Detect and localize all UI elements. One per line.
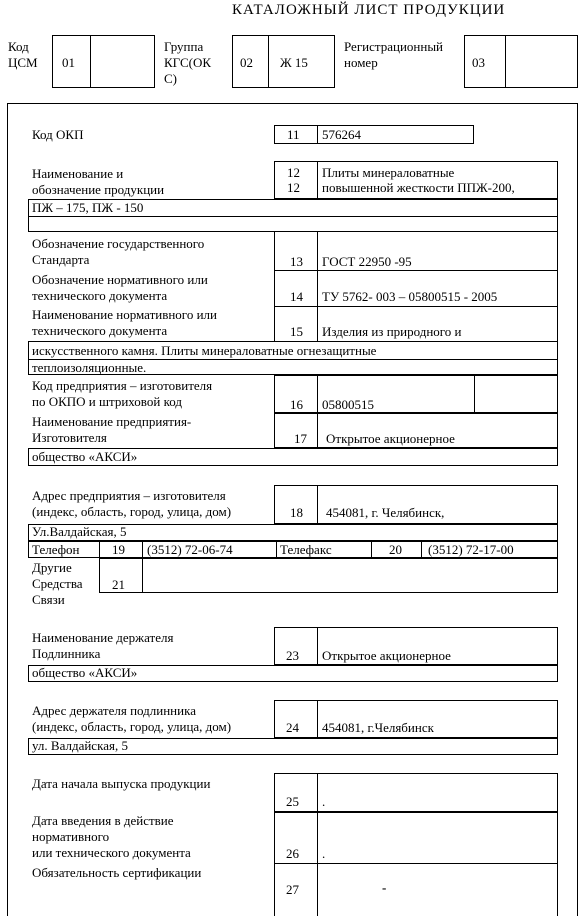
holder-value: Открытое акционерное [322,648,451,663]
group-value: Ж 15 [280,55,308,70]
maker-addr-value: 454081, г. Челябинск, [326,505,445,520]
gost-value: ГОСТ 22950 -95 [322,254,412,269]
product-cont: ПЖ – 175, ПЖ - 150 [32,200,144,215]
intro-label-line2: нормативного [32,829,110,844]
normdoc-value: ТУ 5762- 003 – 05800515 - 2005 [322,289,498,304]
okpo-code: 16 [290,397,303,412]
other-label-line3: Связи [32,592,65,607]
fax-label: Телефакс [280,542,332,557]
fax-value: (3512) 72-17-00 [428,542,514,557]
maker-addr-code: 18 [290,505,303,520]
holder-label-line1: Наименование держателя [32,630,174,645]
gost-label-line1: Обозначение государственного [32,236,205,251]
okp-label: Код ОКП [32,127,84,142]
holder-label-line2: Подлинника [32,646,101,661]
holder-addr-cont: ул. Валдайская, 5 [32,738,128,753]
phone-value: (3512) 72-06-74 [147,542,233,557]
reg-label-line2: номер [344,55,378,70]
product-label-line1: Наименование и [32,166,124,181]
product-value-line1: Плиты минераловатные [322,165,455,180]
maker-label-line2: Изготовителя [32,430,107,445]
okp-value: 576264 [322,127,361,142]
holder-code: 23 [286,648,299,663]
phone-label: Телефон [32,542,80,557]
okp-box [274,125,474,144]
start-label: Дата начала выпуска продукции [32,776,211,791]
start-value: . [322,794,326,809]
phone-code: 19 [112,542,125,557]
cert-label: Обязательность сертификации [32,865,202,880]
holder-addr-label-line1: Адрес держателя подлинника [32,703,196,718]
normdoc-label-line2: технического документа [32,288,168,303]
normdoc-label-line1: Обозначение нормативного или [32,272,208,287]
start-code: 25 [286,794,299,809]
product-value-line2: повышенной жесткости ППЖ-200, [322,180,515,195]
page-title: КАТАЛОЖНЫЙ ЛИСТ ПРОДУКЦИИ [232,2,506,18]
normname-cont-line1: искусственного камня. Плиты минераловатные огнезащитные [32,343,377,358]
group-label-line2: КГС(ОК [164,55,212,70]
cert-value: - [382,880,387,895]
holder-addr-code: 24 [286,720,299,735]
gost-code: 13 [290,254,303,269]
other-code: 21 [112,577,125,592]
okp-code: 11 [287,127,300,142]
maker-addr-cont: Ул.Валдайская, 5 [32,524,127,539]
product-code-2: 12 [287,180,300,195]
product-code-1: 12 [287,165,300,180]
intro-label-line1: Дата введения в действие [32,813,174,828]
normdoc-code: 14 [290,289,303,304]
csm-label-line2: ЦСМ [8,55,38,70]
reg-code: 03 [472,55,485,70]
gost-label-line2: Стандарта [32,252,90,267]
other-label-line2: Средства [32,576,83,591]
okpo-label-line1: Код предприятия – изготовителя [32,378,213,393]
holder-addr-value: 454081, г.Челябинск [322,720,434,735]
normname-value: Изделия из природного и [322,324,462,339]
other-label-line1: Другие [32,560,72,575]
cert-code: 27 [286,882,299,897]
normname-cont-line2: теплоизоляционные. [32,360,147,375]
normname-label-line2: технического документа [32,323,168,338]
holder-cont: общество «АКСИ» [32,665,138,680]
okpo-label-line2: по ОКПО и штриховой код [32,394,182,409]
okpo-value: 05800515 [322,397,374,412]
other-box [99,558,558,593]
normname-code: 15 [290,324,303,339]
csm-label-line1: Код [8,39,29,54]
maker-code: 17 [294,431,307,446]
csm-code: 01 [62,55,75,70]
group-code: 02 [240,55,253,70]
intro-value: . [322,846,326,861]
maker-addr-label-line1: Адрес предприятия – изготовителя [32,488,226,503]
reg-label-line1: Регистрационный [344,39,444,54]
maker-cont: общество «АКСИ» [32,449,138,464]
group-label-line3: С) [164,71,177,86]
intro-label-line3: или технического документа [32,845,191,860]
intro-code: 26 [286,846,299,861]
maker-value: Открытое акционерное [326,431,455,446]
holder-addr-label-line2: (индекс, область, город, улица, дом) [32,719,232,734]
product-label-line2: обозначение продукции [32,182,165,197]
maker-addr-label-line2: (индекс, область, город, улица, дом) [32,504,232,519]
normname-label-line1: Наименование нормативного или [32,307,217,322]
group-label-line1: Группа [164,39,204,54]
maker-label-line1: Наименование предприятия- [32,414,192,429]
fax-code: 20 [389,542,402,557]
